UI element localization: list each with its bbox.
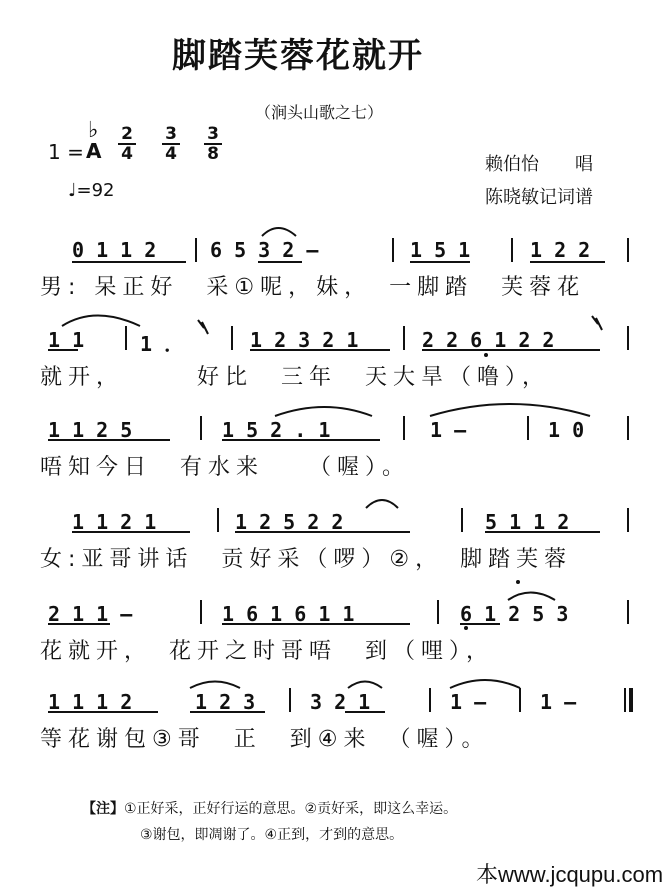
key-equals: 1 =	[48, 140, 84, 164]
footnote-line-2: ③谢包，即凋谢了。④正到，才到的意思。	[140, 827, 404, 843]
breath-mark	[592, 316, 602, 330]
lyric-line: 女:亚哥讲话 贡好采（啰）②， 脚踏芙蓉	[40, 547, 573, 572]
measure-notes: 6 1 2 5 3	[460, 602, 569, 626]
measure-notes: 1 –	[430, 418, 467, 442]
measure-notes: 1 5 2 . 1	[222, 418, 331, 442]
meter-numerator: 3	[165, 124, 177, 144]
slur	[275, 407, 372, 416]
slur	[190, 682, 240, 689]
watermark-url[interactable]: 本www.jcqupu.com	[476, 862, 664, 887]
flat-sign: ♭	[88, 118, 99, 143]
measure-notes: 6 5 3 2 –	[210, 238, 319, 262]
measure-notes: 3 2 1	[310, 690, 371, 714]
song-title: 脚踏芙蓉花就开	[172, 36, 424, 76]
meter-numerator: 3	[207, 124, 219, 144]
measure-notes: 0 1 1 2	[72, 238, 157, 262]
measure-notes: 1 5 1	[410, 238, 471, 262]
measure-notes: 1 2 5 2 2	[235, 510, 344, 534]
measure-notes: 5 1 1 2	[485, 510, 570, 534]
tempo-mark: ♩=92	[68, 180, 115, 201]
footnote-line-1	[82, 798, 457, 818]
measure-notes: 2 2 6 1 2 2	[422, 328, 555, 352]
slur	[262, 228, 296, 236]
measure-notes: 2 1 1 –	[48, 602, 133, 626]
measure-notes: 1 1 2 1	[72, 510, 157, 534]
slur	[430, 404, 590, 416]
fermata-dot	[516, 580, 520, 584]
measure-notes: 1 –	[540, 690, 577, 714]
measure-notes: 1 2 3	[195, 690, 256, 714]
footnote-text-1: ①正好采，正好行运的意思。②贡好采，即这么幸运。	[124, 801, 458, 817]
measure-notes: 1 ．	[140, 332, 185, 356]
lyric-line: 花就开， 花开之时哥唔 到（哩），	[40, 639, 495, 664]
measure-notes: 1 1 1 2	[48, 690, 133, 714]
credit-recorder: 陈晓敏记词谱	[485, 187, 593, 208]
slur	[366, 500, 398, 508]
lyric-line: 唔知今日 有水来 （喔）。	[40, 455, 411, 480]
credit-singer: 赖伯怡 唱	[485, 154, 593, 175]
breath-mark	[198, 320, 208, 334]
measure-notes: 1 2 2	[530, 238, 591, 262]
measure-notes: 1 2 3 2 1	[250, 328, 359, 352]
song-subtitle: （涧头山歌之七）	[255, 103, 384, 122]
meter-numerator: 2	[121, 124, 133, 144]
meter-denominator: 8	[207, 144, 219, 164]
meter-denominator: 4	[165, 144, 177, 164]
measure-notes: 1 0	[548, 418, 585, 442]
slur	[450, 680, 520, 688]
measure-notes: 1 –	[450, 690, 487, 714]
slur	[62, 316, 140, 327]
slur	[348, 682, 382, 689]
lyric-line: 等花谢包③哥 正 到④来 （喔）。	[40, 727, 490, 752]
key-letter: A	[86, 139, 102, 163]
footnote-label: 【注】	[82, 801, 124, 817]
lyric-line: 就开， 好比 三年 天大旱（噜），	[40, 365, 551, 390]
low-octave-dot	[464, 626, 468, 630]
measure-notes: 1 1 2 5	[48, 418, 133, 442]
measure-notes: 1 6 1 6 1 1	[222, 602, 355, 626]
slur	[508, 593, 555, 601]
meter-denominator: 4	[121, 144, 133, 164]
low-octave-dot	[484, 353, 488, 357]
measure-notes: 1 1	[48, 328, 85, 352]
lyric-line: 男: 呆正好 采①呢，妹， 一脚踏 芙蓉花	[40, 275, 586, 300]
